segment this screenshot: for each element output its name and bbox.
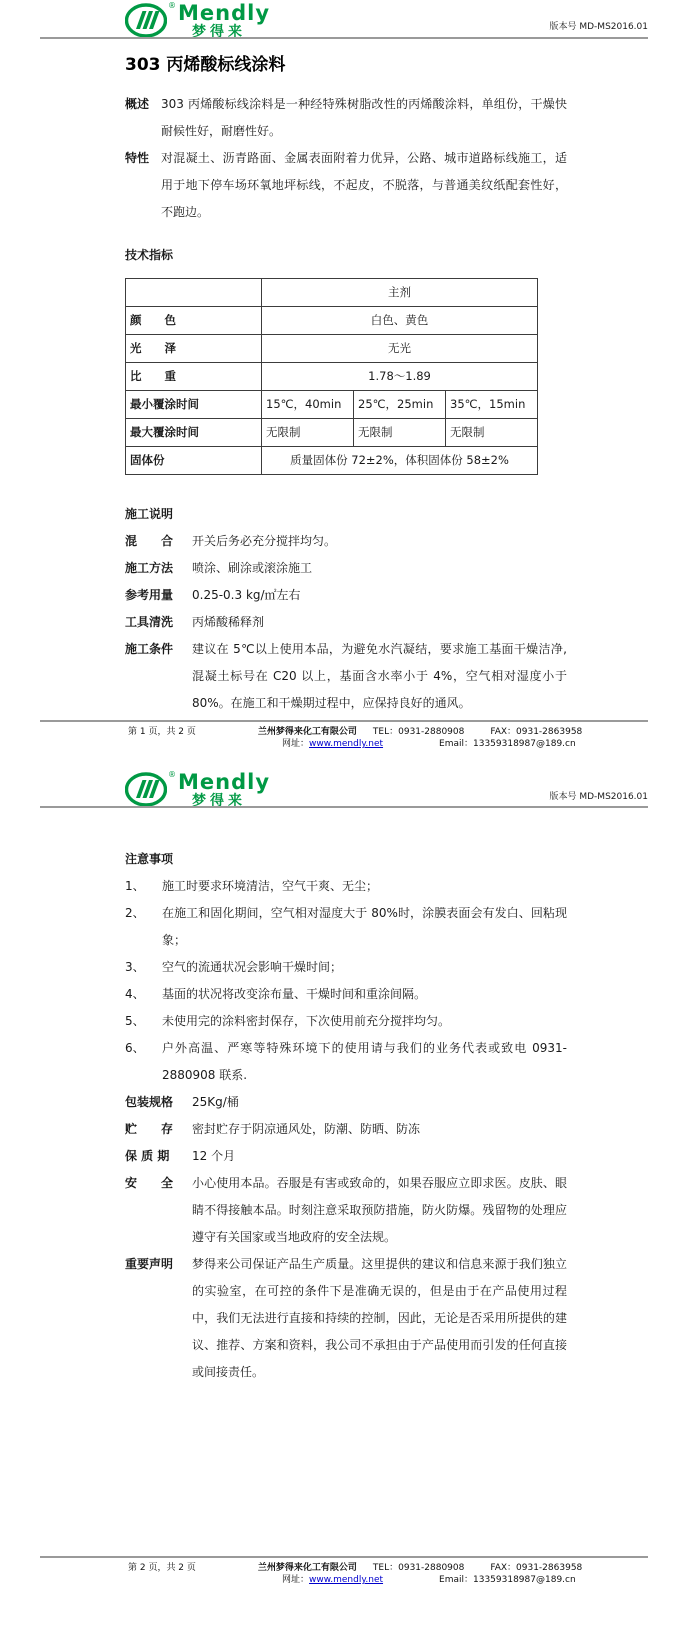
- brand-text: [178, 3, 270, 39]
- spec-header-empty-cell: [126, 279, 262, 307]
- item-label: 安 全: [125, 1176, 174, 1190]
- header-divider: [40, 37, 648, 39]
- company-name: 兰州梦得来化工有限公司: [257, 727, 357, 737]
- note-number: 2、: [125, 906, 145, 920]
- note-text: 基面的状况将改变涂布量、干燥时间和重涂间隔。: [162, 987, 427, 1001]
- header-divider: [40, 806, 648, 808]
- spec-min-recoat-35c: 35℃，15min: [446, 391, 538, 419]
- table-row: [126, 363, 538, 391]
- page-2: [0, 748, 687, 1638]
- item-label: 保 质 期: [125, 1149, 170, 1163]
- website-link[interactable]: www.mendly.net: [309, 1575, 384, 1585]
- footer-line1: [40, 726, 648, 738]
- spec-min-recoat-15c: 15℃，40min: [262, 391, 354, 419]
- spec-value-solids: 质量固体份 72±2%，体积固体份 58±2%: [262, 447, 538, 475]
- table-row: [126, 307, 538, 335]
- spec-label-min-recoat: 最小覆涂时间: [126, 391, 262, 419]
- page1-footer: [40, 720, 648, 750]
- overview-text: 303 丙烯酸标线涂料是一种经特殊树脂改性的丙烯酸涂料，单组份，干燥快耐候性好，耐磨性好。: [161, 97, 567, 138]
- page-number-label: 第 2 页，共 2 页: [128, 1563, 196, 1573]
- spec-label-max-recoat: 最大覆涂时间: [126, 419, 262, 447]
- fax-label: FAX：0931-2863958: [490, 1563, 583, 1573]
- spec-table: [125, 278, 538, 475]
- spec-value-density: 1.78～1.89: [262, 363, 538, 391]
- item-text: 0.25-0.3 kg/㎡左右: [192, 588, 301, 602]
- construction-item-conditions: [125, 636, 567, 717]
- item-text: 12 个月: [192, 1149, 236, 1163]
- notes-heading: 注意事项: [125, 852, 174, 866]
- item-label: 重要声明: [125, 1257, 174, 1271]
- note-item-6: [125, 1035, 567, 1089]
- item-text: 建议在 5℃以上使用本品，为避免水汽凝结，要求施工基面干燥洁净, 混凝土标号在 C20 以上，基面含水率小于 4%，空气相对湿度小于 80%。在施工和干燥期过程中，应保持良好的通风。: [192, 642, 567, 710]
- note-number: 3、: [125, 960, 145, 974]
- brand-logo: [125, 3, 270, 39]
- note-item-5: [125, 1008, 567, 1035]
- product-title: 303 丙烯酸标线涂料: [125, 55, 286, 75]
- item-text: 密封贮存于阴凉通风处，防潮、防晒、防冻: [192, 1122, 421, 1136]
- spec-min-recoat-25c: 25℃，25min: [354, 391, 446, 419]
- mendly-logo-icon: [125, 3, 167, 38]
- note-item-2: [125, 900, 567, 954]
- info-item-packaging: [125, 1089, 567, 1116]
- item-label: 工具清洗: [125, 615, 174, 629]
- note-number: 1、: [125, 879, 145, 893]
- brand-name-en: Mendly: [178, 770, 271, 794]
- email-label: Email：13359318987@189.cn: [439, 739, 576, 749]
- registered-mark: ®: [168, 1, 176, 10]
- website-label: 网址：: [282, 1575, 310, 1585]
- construction-item-method: [125, 555, 567, 582]
- feature-section: [125, 145, 567, 226]
- item-label: 施工方法: [125, 561, 174, 575]
- note-item-1: [125, 873, 567, 900]
- info-item-safety: [125, 1170, 567, 1251]
- version-label: 版本号 MD-MS2016.01: [549, 22, 648, 32]
- tel-label: TEL：0931-2880908: [372, 1563, 465, 1573]
- spec-label-color: 颜 色: [126, 307, 262, 335]
- note-number: 6、: [125, 1041, 145, 1055]
- brand-name-cn: 梦得来: [192, 24, 246, 40]
- overview-section: [125, 91, 567, 145]
- note-text: 未使用完的涂料密封保存，下次使用前充分搅拌均匀。: [162, 1014, 451, 1028]
- feature-label: 特性: [125, 151, 150, 165]
- spec-header-main: 主剂: [262, 279, 538, 307]
- spec-value-color: 白色、黄色: [262, 307, 538, 335]
- overview-label: 概述: [125, 97, 150, 111]
- page-1: [0, 0, 687, 748]
- info-item-shelf-life: [125, 1143, 567, 1170]
- note-text: 施工时要求环境清洁，空气干爽、无尘；: [162, 879, 379, 893]
- note-text: 户外高温、严寒等特殊环境下的使用请与我们的业务代表或致电 0931-2880908 联系.: [162, 1041, 567, 1082]
- item-text: 喷涂、刷涂或滚涂施工: [192, 561, 313, 575]
- spec-max-recoat-35c: 无限制: [446, 419, 538, 447]
- construction-heading: 施工说明: [125, 507, 174, 521]
- footer-line1: [40, 1562, 648, 1574]
- item-text: 25Kg/桶: [192, 1095, 239, 1109]
- registered-mark: ®: [168, 770, 176, 779]
- item-label: 贮 存: [125, 1122, 174, 1136]
- brand-name-en: Mendly: [178, 1, 271, 25]
- website-row: [282, 1574, 383, 1586]
- company-name: 兰州梦得来化工有限公司: [257, 1563, 357, 1573]
- website-label: 网址：: [282, 739, 310, 749]
- spec-label-gloss: 光 泽: [126, 335, 262, 363]
- item-text: 开关后务必充分搅拌均匀。: [192, 534, 337, 548]
- email-label: Email：13359318987@189.cn: [439, 1575, 576, 1585]
- item-text: 梦得来公司保证产品生产质量。这里提供的建议和信息来源于我们独立的实验室，在可控的条件下是准确无误的，但是由于在产品使用过程中，我们无法进行直接和持续的控制，因此，无论是否采用所提供的建议、推荐、方案和资料，我公司不承担由于产品使用而引发的任何直接或间接责任。: [192, 1257, 567, 1379]
- version-label: 版本号 MD-MS2016.01: [549, 792, 648, 802]
- item-text: 丙烯酸稀释剂: [192, 615, 265, 629]
- table-row: [126, 419, 538, 447]
- construction-item-usage: [125, 582, 567, 609]
- construction-item-mixing: [125, 528, 567, 555]
- brand-text: [178, 772, 270, 808]
- page2-footer: [40, 1556, 648, 1586]
- note-number: 4、: [125, 987, 145, 1001]
- page1-header: [0, 0, 687, 38]
- brand-logo: [125, 772, 270, 808]
- tel-label: TEL：0931-2880908: [372, 727, 465, 737]
- page2-header: [0, 748, 687, 808]
- item-label: 参考用量: [125, 588, 174, 602]
- note-number: 5、: [125, 1014, 145, 1028]
- footer-line2: [40, 1574, 648, 1586]
- note-item-3: [125, 954, 567, 981]
- table-row: [126, 447, 538, 475]
- item-label: 施工条件: [125, 642, 174, 656]
- tech-heading: 技术指标: [125, 248, 174, 262]
- spec-max-recoat-25c: 无限制: [354, 419, 446, 447]
- item-label: 包装规格: [125, 1095, 174, 1109]
- info-item-storage: [125, 1116, 567, 1143]
- construction-item-cleaning: [125, 609, 567, 636]
- mendly-logo-icon: [125, 772, 167, 807]
- note-item-4: [125, 981, 567, 1008]
- table-row: [126, 335, 538, 363]
- item-text: 小心使用本品。吞服是有害或致命的，如果吞服应立即求医。皮肤、眼睛不得接触本品。时刻注意采取预防措施，防火防爆。残留物的处理应遵守有关国家或当地政府的安全法规。: [192, 1176, 567, 1244]
- info-item-disclaimer: [125, 1251, 567, 1386]
- page-number-label: 第 1 页，共 2 页: [128, 727, 196, 737]
- spec-label-solids: 固体份: [126, 447, 262, 475]
- feature-text: 对混凝土、沥青路面、金属表面附着力优异，公路、城市道路标线施工，适用于地下停车场环氧地坪标线，不起皮，不脱落，与普通美纹纸配套性好，不跑边。: [161, 151, 567, 219]
- item-label: 混 合: [125, 534, 174, 548]
- brand-name-cn: 梦得来: [192, 793, 246, 809]
- spec-value-gloss: 无光: [262, 335, 538, 363]
- note-text: 空气的流通状况会影响干燥时间；: [162, 960, 343, 974]
- fax-label: FAX：0931-2863958: [490, 727, 583, 737]
- table-row: [126, 391, 538, 419]
- spec-label-density: 比 重: [126, 363, 262, 391]
- note-text: 在施工和固化期间，空气相对湿度大于 80%时，涂膜表面会有发白、回粘现象；: [162, 906, 567, 947]
- website-link[interactable]: www.mendly.net: [309, 739, 384, 749]
- table-row: [126, 279, 538, 307]
- spec-max-recoat-15c: 无限制: [262, 419, 354, 447]
